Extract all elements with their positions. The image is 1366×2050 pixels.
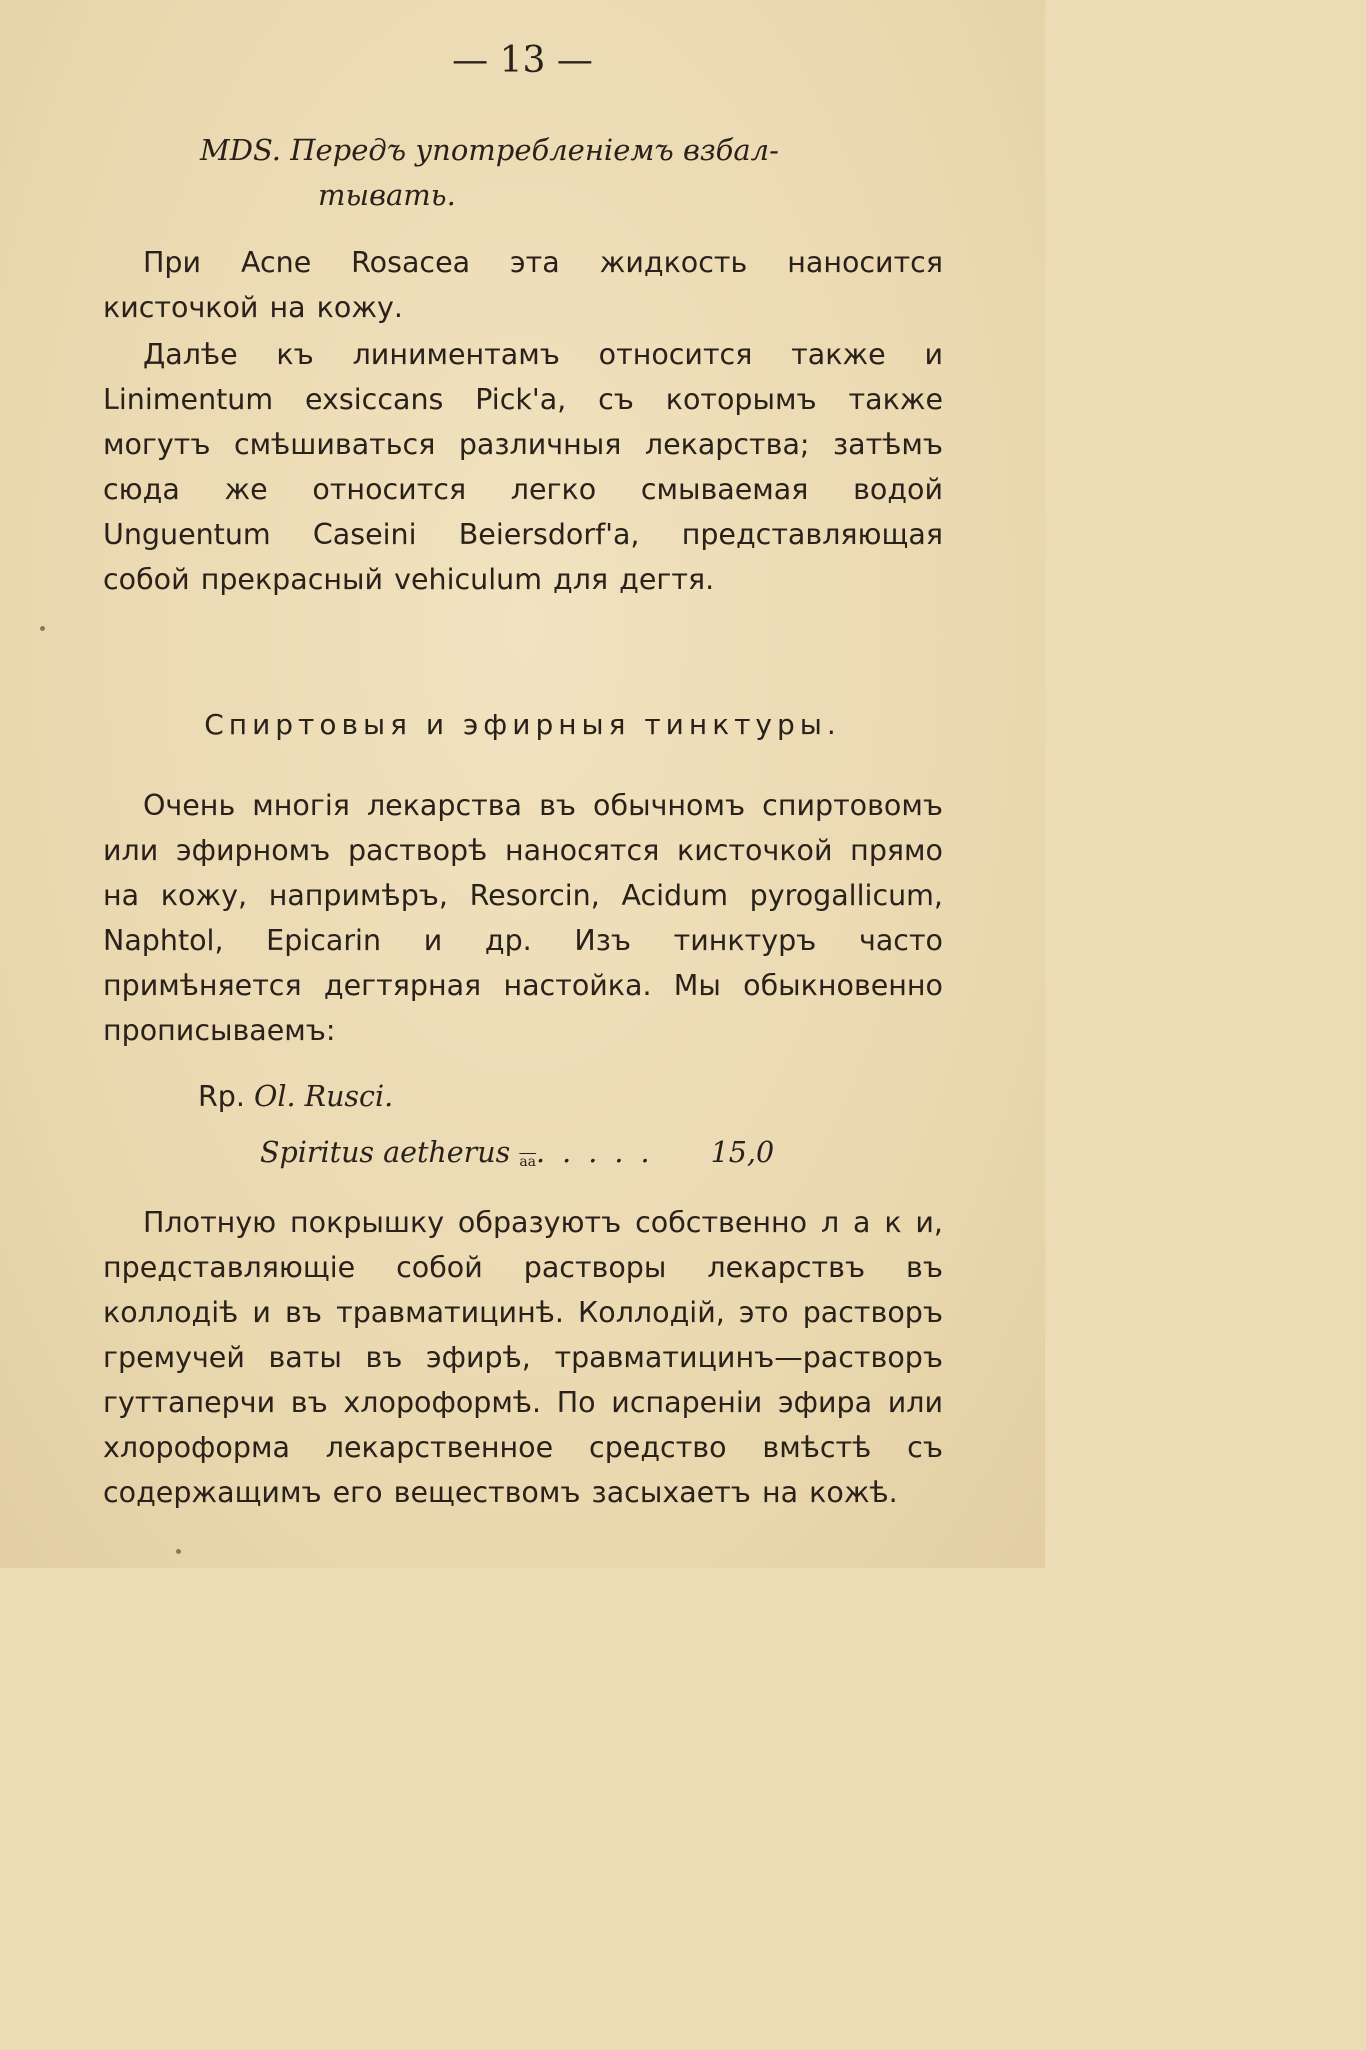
instruction-line-1: MDS. Передъ употребленiемъ взбал-	[200, 133, 779, 167]
ink-speck	[176, 1549, 181, 1554]
page-number: — 13 —	[452, 40, 593, 81]
recipe-dose: 15,0	[710, 1136, 775, 1169]
ink-speck	[40, 626, 45, 631]
paragraph-lacquers: Плотную покрышку образуютъ собственно л а к и, представляющiе собой растворы лекарствъ въ коллодiѣ и въ травматицинѣ. Коллодiй, это растворъ гремучей ваты въ эфирѣ, травматицинъ—растворъ гуттаперчи въ хлороформѣ. По испаренiи эфира или хлороформа лекарственное средство вмѣстѣ съ содержащимъ его веществомъ засыхаетъ на кожѣ.	[103, 1206, 943, 1509]
prescription-instruction	[200, 128, 860, 218]
instruction-line-2: тывать.	[318, 178, 456, 212]
recipe-rp: Rp.	[198, 1080, 245, 1113]
recipe-aa: $\overline{aa}$	[519, 1154, 537, 1170]
recipe-line-1	[198, 1080, 393, 1113]
section-heading: Спиртовыя и эфирныя тинктуры.	[204, 708, 841, 741]
recipe-line-2	[260, 1136, 774, 1170]
paragraph-liniments: Далѣе къ линиментамъ относится также и Linimentum exsiccans Pick'а, съ которымъ также могутъ смѣшиваться различныя лекарства; затѣмъ сюда же относится легко смываемая водой Unguentum Caseini Beiersdorf'а, представляющая собой прекрасный vehiculum для дегтя.	[103, 338, 943, 596]
recipe-dots: . . . . .	[536, 1136, 654, 1169]
recipe-ingredient-1: Ol. Rusci.	[254, 1080, 394, 1113]
recipe-ingredient-2: Spiritus aetherus	[260, 1136, 511, 1169]
paragraph-tinctures: Очень многiя лекарства въ обычномъ спиртовомъ или эфирномъ растворѣ наносятся кисточкой прямо на кожу, напримѣръ, Resorcin, Acidum pyrogallicum, Naphtol, Epicarin и др. Изъ тинктуръ часто примѣняется дегтярная настойка. Мы обыкновенно прописываемъ:	[103, 789, 943, 1047]
paragraph-acne-rosacea: При Acne Rosacea эта жидкость наносится кисточкой на кожу.	[103, 246, 943, 324]
